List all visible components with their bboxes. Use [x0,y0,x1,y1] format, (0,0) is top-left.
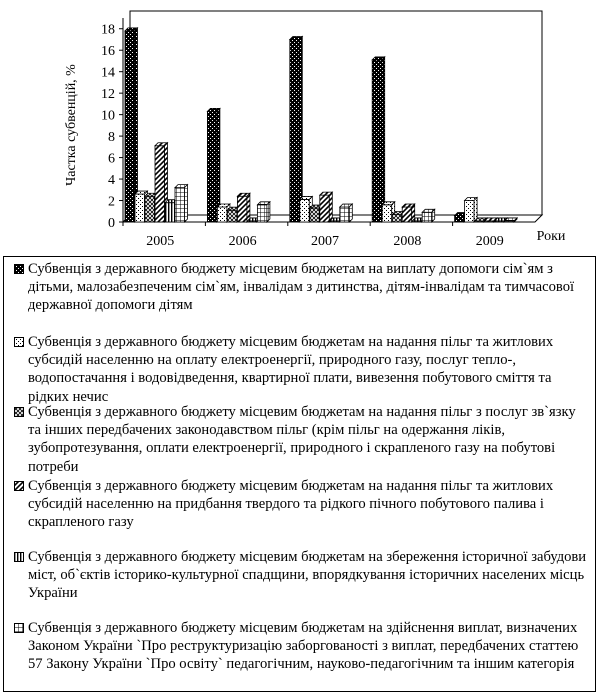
bar-side [349,204,352,222]
back-wall [130,11,542,215]
legend-item [14,477,589,532]
bar [372,60,382,222]
legend-item [14,260,589,315]
y-tick-label: 12 [101,87,115,103]
bar [290,39,300,222]
bar [320,195,330,222]
bar-chart [0,0,602,256]
bar [237,196,247,222]
bar [465,201,475,222]
bar-side [185,185,188,222]
legend-swatch [14,552,24,562]
legend-label: Субвенція з державного бюджету місцевим бюджетам на надання пільг з послуг зв`язку та інших передбачених законодавством пільг (крім пільг на одержання ліків, зубопротезування, оплати електроенергії, природного і скрапленого газу на побутові потреби [28,404,576,475]
bar-side [299,36,302,222]
bar [155,146,165,222]
bar [310,208,320,222]
legend [3,256,596,692]
x-tick-label: 2007 [311,234,339,249]
y-tick-label: 8 [108,130,115,146]
bar [257,205,267,222]
legend-item [14,548,589,603]
bar [422,212,432,222]
legend-swatch [14,481,24,491]
y-tick-label: 10 [101,108,115,124]
bar [227,210,237,222]
bar [402,207,412,222]
y-tick-label: 14 [101,65,115,81]
y-tick-label: 18 [101,22,115,38]
legend-item [14,619,589,674]
y-tick-label: 2 [108,194,115,210]
y-tick-label: 16 [101,44,115,60]
legend-label: Субвенція з державного бюджету місцевим бюджетам на надання пільг та житлових субсидій населенню на придбання твердого та рідкого пічного побутового палива і скрапленого газу [28,478,554,531]
bar-side [382,57,385,222]
bar-side [247,193,250,222]
bar [207,111,217,222]
y-tick-label: 0 [108,216,115,231]
legend-label: Субвенція з державного бюджету місцевим бюджетам на збереження історичної забудови міст, об`єктів історико-культурної спадщини, впорядкування історичних населених місць України [28,549,587,602]
bar [392,214,402,222]
bar [382,205,392,222]
legend-item [14,333,589,406]
legend-label: Субвенція з державного бюджету місцевим бюджетам на здійснення виплат, визначених Законом України `Про реструктуризацію заборгованості з виплат, передбачених статтею 57 Закону України `Про освіту` педагогічним, науково-педагогічним та іншим категорія [28,620,579,673]
bar [125,31,135,222]
x-tick-label: 2006 [228,234,257,249]
legend-swatch [14,337,24,347]
legend-swatch [14,623,24,633]
bar [300,199,310,222]
x-axis-title: Роки [536,229,566,244]
y-axis-title: Частка субвенцій, % [64,64,79,186]
plot-area [101,11,542,249]
bar-side [267,202,270,222]
x-tick-label: 2005 [146,234,175,249]
y-tick-label: 4 [108,173,115,189]
x-tick-label: 2009 [475,234,504,249]
legend-label: Субвенція з державного бюджету місцевим бюджетам на надання пільг та житлових субсидій населенню на оплату електроенергії, природного газу, послуг тепло-, водопостачання і водовідведення, квартирної плати, вивезення побутового сміття та рідких нечис [28,334,554,405]
bar [455,216,465,222]
y-tick-label: 6 [108,151,115,167]
bar [217,207,227,222]
bar-side [329,192,332,222]
bar [340,207,350,222]
x-tick-label: 2008 [393,234,422,249]
bar [165,203,175,222]
legend-swatch [14,407,24,417]
legend-swatch [14,264,24,274]
bar [175,188,185,222]
bar [135,194,145,222]
bar [145,196,155,222]
legend-label: Субвенція з державного бюджету місцевим бюджетам на виплату допомоги сім`ям з дітьми, малозабезпеченим сім`ям, інвалідам з дитинства, дітям-інвалідам та тимчасової державної допомоги дітям [28,261,575,314]
legend-item [14,403,589,476]
